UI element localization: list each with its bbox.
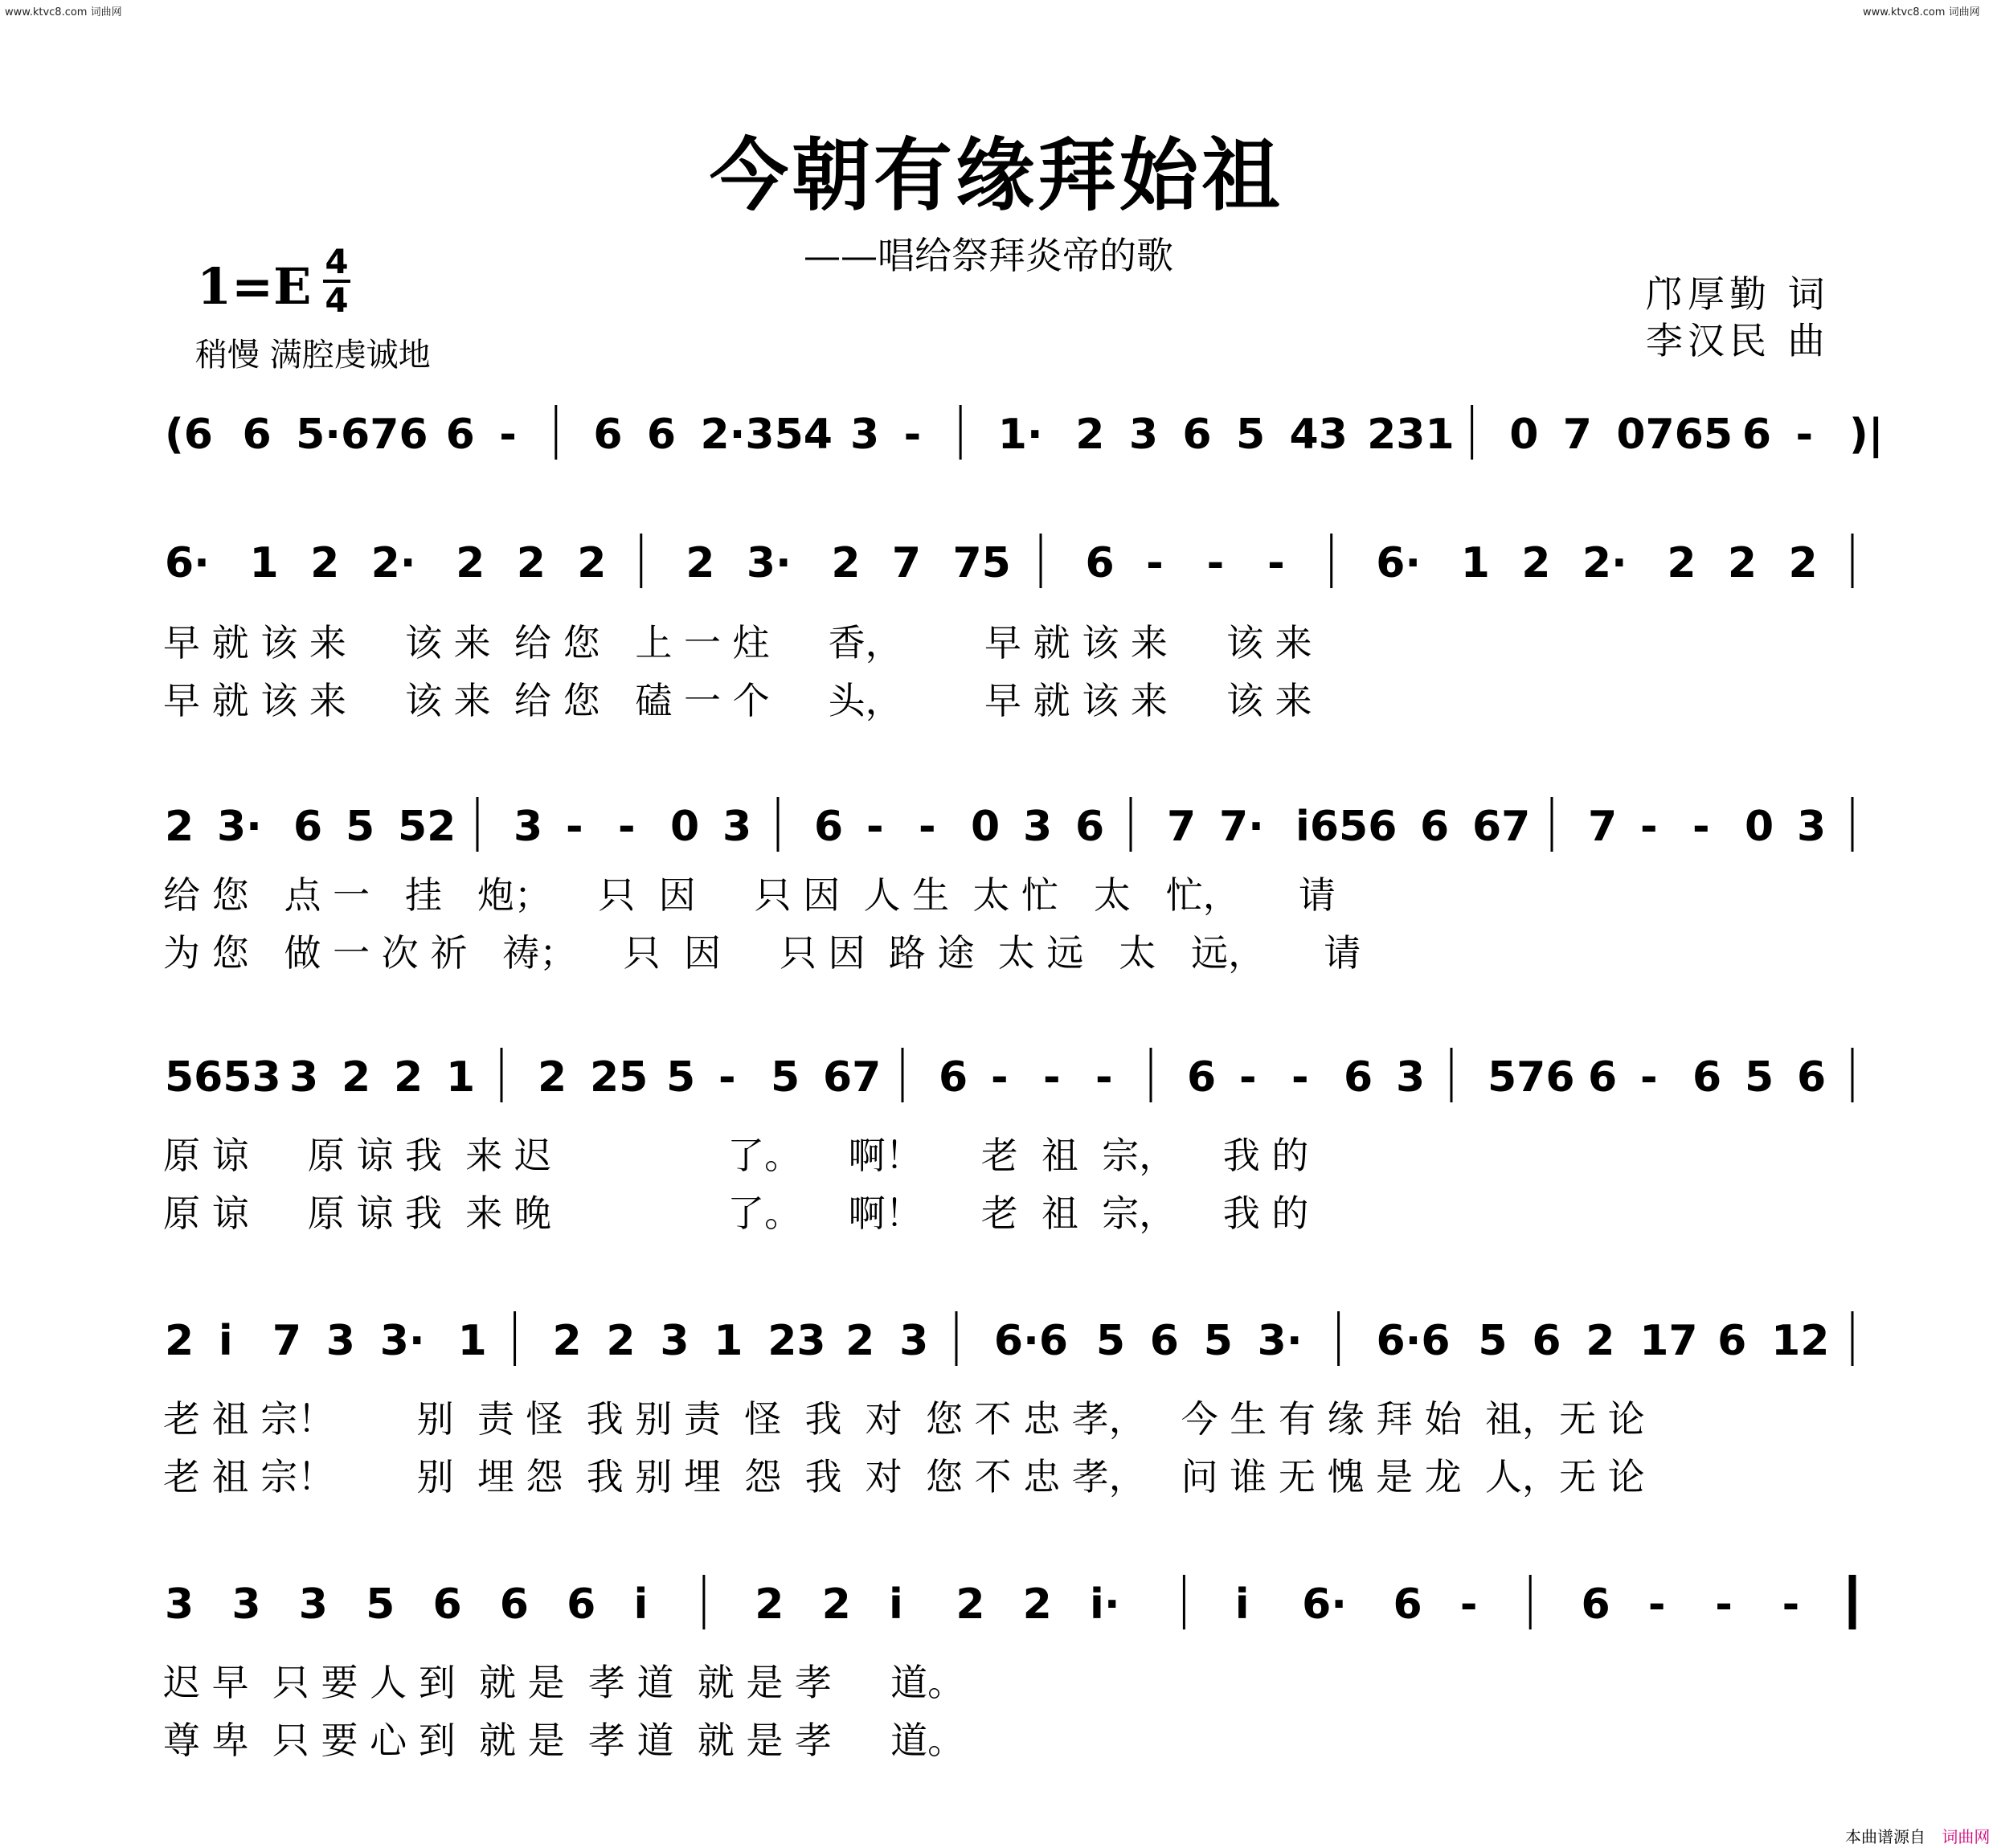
note-token: 2 <box>342 1053 371 1102</box>
score-line-3 <box>165 795 1860 996</box>
note-token: 23 <box>767 1317 826 1365</box>
note-token: 6 <box>646 411 677 459</box>
note-token: 3 <box>325 1317 355 1365</box>
note-token: 67 <box>823 1053 882 1102</box>
lyrics-line-4-verse-2: 原 谅 原 谅 我 来 晚 了。 啊！ 老 祖 宗， 我 的 <box>163 1192 1309 1235</box>
note-token: 2 <box>606 1317 636 1365</box>
note-token: 2 <box>310 539 340 587</box>
note-token: 7 <box>272 1317 302 1365</box>
lyrics-line-6-verse-1: 迟 早 只 要 人 到 就 是 孝 道 就 是 孝 道。 <box>163 1661 965 1704</box>
note-token: 1 <box>457 1317 487 1365</box>
note-token: 3 <box>231 1580 261 1629</box>
note-token: - <box>1095 1053 1113 1102</box>
note-token: 2 <box>456 539 485 587</box>
note-token: 6 <box>293 803 323 851</box>
score-line-6 <box>165 1573 1860 1774</box>
note-token: 2 <box>1022 1580 1052 1629</box>
song-subtitle: ——唱给祭拜炎帝的歌 <box>804 234 1173 277</box>
note-token: 6·6 <box>1376 1317 1451 1365</box>
note-token: 6·6 <box>993 1317 1069 1365</box>
note-token: 2 <box>685 539 715 587</box>
note-token: - <box>991 1053 1009 1102</box>
note-token: 2 <box>577 539 607 587</box>
note-token: - <box>1782 1580 1800 1629</box>
note-token: 6 <box>1692 1053 1722 1102</box>
note-token: - <box>866 803 884 851</box>
note-token: 7 <box>1588 803 1618 851</box>
song-title: 今朝有缘拜始祖 <box>709 129 1283 222</box>
lyricist-credit: 邝厚勤 词 <box>1646 272 1830 316</box>
lyrics-line-6-verse-2: 尊 卑 只 要 心 到 就 是 孝 道 就 是 孝 道。 <box>163 1719 965 1762</box>
note-token: 7 <box>1562 411 1592 459</box>
note-token: 6 <box>567 1580 596 1629</box>
note-token: 2 <box>956 1580 985 1629</box>
note-token: 0 <box>1745 803 1774 851</box>
note-token: - <box>1795 411 1814 459</box>
note-token: - <box>1459 1580 1478 1629</box>
note-token: - <box>1146 539 1164 587</box>
note-token: 5 <box>1095 1317 1126 1365</box>
score-line-2 <box>165 532 1860 733</box>
lyrics-line-3-verse-1: 给 您 点 一 挂 炮； 只 因 只 因 人 生 太 忙 太 忙， 请 <box>163 873 1336 917</box>
note-token: i <box>888 1580 903 1629</box>
note-token: - <box>499 411 517 459</box>
note-token: - <box>566 803 583 851</box>
score-line-1 <box>165 403 1884 476</box>
note-token: - <box>1043 1053 1061 1102</box>
note-token: 576 <box>1488 1053 1575 1102</box>
note-token: 6 <box>1149 1317 1179 1365</box>
note-token: 7· <box>1219 803 1264 851</box>
tempo-marking: 稍慢 满腔虔诚地 <box>195 337 431 374</box>
score-line-4 <box>165 1046 1860 1247</box>
time-signature-top: 4 <box>325 242 349 281</box>
note-token: 2 <box>1727 539 1758 587</box>
note-token: 3 <box>899 1317 929 1365</box>
note-token: i <box>633 1580 649 1629</box>
note-token: 6 <box>1741 411 1772 459</box>
note-token: 6 <box>1588 1053 1618 1102</box>
note-token: 2·354 <box>700 411 833 459</box>
notation-svg-line-2 <box>165 532 1860 596</box>
note-token: 2 <box>538 1053 567 1102</box>
note-token: 2 <box>1788 539 1818 587</box>
note-token: 67 <box>1472 803 1531 851</box>
note-token: 6 <box>499 1580 529 1629</box>
lyrics-line-2-verse-1: 早 就 该 来 该 来 给 您 上 一 炷 香， 早 就 该 来 该 来 <box>163 621 1312 664</box>
note-token: 6 <box>1532 1317 1561 1365</box>
note-token: 2 <box>165 1317 194 1365</box>
note-token: 6 <box>1075 803 1105 851</box>
note-token: 6 <box>1797 1053 1827 1102</box>
note-token: - <box>1647 1580 1666 1629</box>
note-token: 2 <box>516 539 546 587</box>
note-token: 2 <box>821 1580 851 1629</box>
watermark-right: www.ktvc8.com 词曲网 <box>1863 6 1980 18</box>
key-signature: 1=E <box>197 257 312 316</box>
note-token: 6 <box>939 1053 968 1102</box>
note-token: 5·676 <box>296 411 428 459</box>
note-token: 2 <box>552 1317 582 1365</box>
note-token: 6· <box>1376 539 1422 587</box>
note-token: 3 <box>1023 803 1053 851</box>
note-token: 3 <box>1396 1053 1426 1102</box>
note-token: 2 <box>755 1580 784 1629</box>
note-token: 2 <box>831 539 861 587</box>
note-token: - <box>1291 1053 1309 1102</box>
note-token: 6 <box>1420 803 1450 851</box>
note-token: 1 <box>714 1317 743 1365</box>
note-token: )| <box>1849 411 1884 459</box>
note-token: 5 <box>771 1053 800 1102</box>
note-token: 7 <box>1167 803 1197 851</box>
note-token: - <box>718 1053 736 1102</box>
note-token: 5653 <box>165 1053 281 1102</box>
note-token: 6 <box>432 1580 462 1629</box>
footer-source <box>1845 1824 1990 1847</box>
note-token: 6 <box>1393 1580 1422 1629</box>
notes-line-6 <box>165 1573 1860 1637</box>
note-token: 5 <box>1478 1317 1508 1365</box>
note-token: 0 <box>670 803 700 851</box>
note-token: 5 <box>366 1580 395 1629</box>
note-token: 2 <box>394 1053 424 1102</box>
note-token: 3 <box>165 1580 194 1629</box>
note-token: i <box>1234 1580 1250 1629</box>
note-token: 1· <box>997 411 1043 459</box>
note-token: 3 <box>514 803 543 851</box>
note-token: 3 <box>1797 803 1827 851</box>
note-token: 17 <box>1639 1317 1698 1365</box>
note-token: 75 <box>952 539 1011 587</box>
note-token: 12 <box>1771 1317 1830 1365</box>
note-token: - <box>618 803 636 851</box>
note-token: 1 <box>249 539 279 587</box>
note-token: 5 <box>1235 411 1266 459</box>
note-token: i· <box>1090 1580 1120 1629</box>
note-token: 3 <box>1128 411 1159 459</box>
note-token: 3· <box>217 803 262 851</box>
note-token: - <box>1239 1053 1257 1102</box>
note-token: - <box>903 411 922 459</box>
note-token: 6 <box>242 411 272 459</box>
note-token: - <box>1206 539 1225 587</box>
note-token: 5 <box>1745 1053 1774 1102</box>
notes-line-5 <box>165 1310 1860 1374</box>
note-token: 6 <box>814 803 844 851</box>
note-token: i <box>218 1317 233 1365</box>
note-token: 3 <box>850 411 880 459</box>
note-token: - <box>1692 803 1710 851</box>
footer-source-label: 本曲谱源自 <box>1845 1827 1925 1846</box>
lyrics-line-2-verse-2: 早 就 该 来 该 来 给 您 磕 一 个 头， 早 就 该 来 该 来 <box>163 679 1312 722</box>
note-token: 3· <box>1257 1317 1303 1365</box>
note-token: 2· <box>370 539 416 587</box>
watermark-left: www.ktvc8.com 词曲网 <box>5 6 122 18</box>
note-token: 3· <box>746 539 792 587</box>
note-token: (6 <box>165 411 213 459</box>
note-token: 6 <box>1182 411 1212 459</box>
note-token: 6 <box>1344 1053 1373 1102</box>
note-token: 3 <box>660 1317 690 1365</box>
lyrics-line-4-verse-1: 原 谅 原 谅 我 来 迟 了。 啊！ 老 祖 宗， 我 的 <box>163 1134 1309 1177</box>
note-token: 5 <box>666 1053 696 1102</box>
notation-svg-line-4 <box>165 1046 1860 1110</box>
notes-line-4 <box>165 1046 1860 1110</box>
note-token: 2 <box>1521 539 1551 587</box>
note-token: 3· <box>379 1317 425 1365</box>
notation-svg-line-3 <box>165 795 1860 860</box>
note-token: 3 <box>289 1053 319 1102</box>
note-token: 2 <box>845 1317 875 1365</box>
note-token: 3 <box>722 803 752 851</box>
note-token: 6 <box>1581 1580 1610 1629</box>
time-signature <box>323 242 350 320</box>
note-token: 2· <box>1582 539 1627 587</box>
note-token: 52 <box>398 803 456 851</box>
note-token: 6· <box>165 539 210 587</box>
note-token: 6· <box>1302 1580 1348 1629</box>
lyrics-line-5-verse-1: 老 祖 宗！ 别 责 怪 我 别 责 怪 我 对 您 不 忠 孝， 今 生 有 缘 拜 始 祖，无 论 <box>163 1397 1645 1441</box>
note-token: 0765 <box>1616 411 1733 459</box>
note-token: 6 <box>593 411 623 459</box>
note-token: - <box>919 803 936 851</box>
note-token: 1 <box>1460 539 1490 587</box>
note-token: 0 <box>971 803 1001 851</box>
note-token: 2 <box>1075 411 1105 459</box>
note-token: 0 <box>1509 411 1539 459</box>
note-token: 6 <box>445 411 475 459</box>
lyrics-line-3-verse-2: 为 您 做 一 次 祈 祷； 只 因 只 因 路 途 太 远 太 远， 请 <box>163 931 1361 975</box>
note-token: - <box>1267 539 1285 587</box>
notation-svg-line-1 <box>165 403 1884 468</box>
notation-svg-line-6 <box>165 1573 1860 1637</box>
score-line-5 <box>165 1310 1860 1511</box>
time-signature-bottom: 4 <box>325 280 349 320</box>
notation-svg-line-5 <box>165 1310 1860 1374</box>
note-token: 6 <box>1085 539 1115 587</box>
composer-credit: 李汉民 曲 <box>1646 319 1830 362</box>
note-token: - <box>1640 803 1658 851</box>
note-token: - <box>1715 1580 1733 1629</box>
notes-line-1 <box>165 403 1884 468</box>
note-token: 2 <box>1586 1317 1615 1365</box>
note-token: 3 <box>298 1580 328 1629</box>
note-token: i656 <box>1295 803 1398 851</box>
note-token: 6 <box>1187 1053 1217 1102</box>
note-token: 5 <box>346 803 375 851</box>
note-token: - <box>1640 1053 1658 1102</box>
note-token: 2 <box>1667 539 1696 587</box>
notes-line-2 <box>165 532 1860 596</box>
note-token: 7 <box>891 539 922 587</box>
note-token: 25 <box>590 1053 649 1102</box>
lyrics-line-5-verse-2: 老 祖 宗！ 别 埋 怨 我 别 埋 怨 我 对 您 不 忠 孝， 问 谁 无 愧 是 龙 人，无 论 <box>163 1455 1645 1498</box>
note-token: 231 <box>1367 411 1455 459</box>
note-token: 1 <box>446 1053 476 1102</box>
notes-line-3 <box>165 795 1860 860</box>
note-token: 2 <box>165 803 194 851</box>
note-token: 6 <box>1717 1317 1747 1365</box>
footer-site-name: 词曲网 <box>1942 1827 1991 1846</box>
note-token: 43 <box>1289 411 1348 459</box>
note-token: 5 <box>1203 1317 1233 1365</box>
